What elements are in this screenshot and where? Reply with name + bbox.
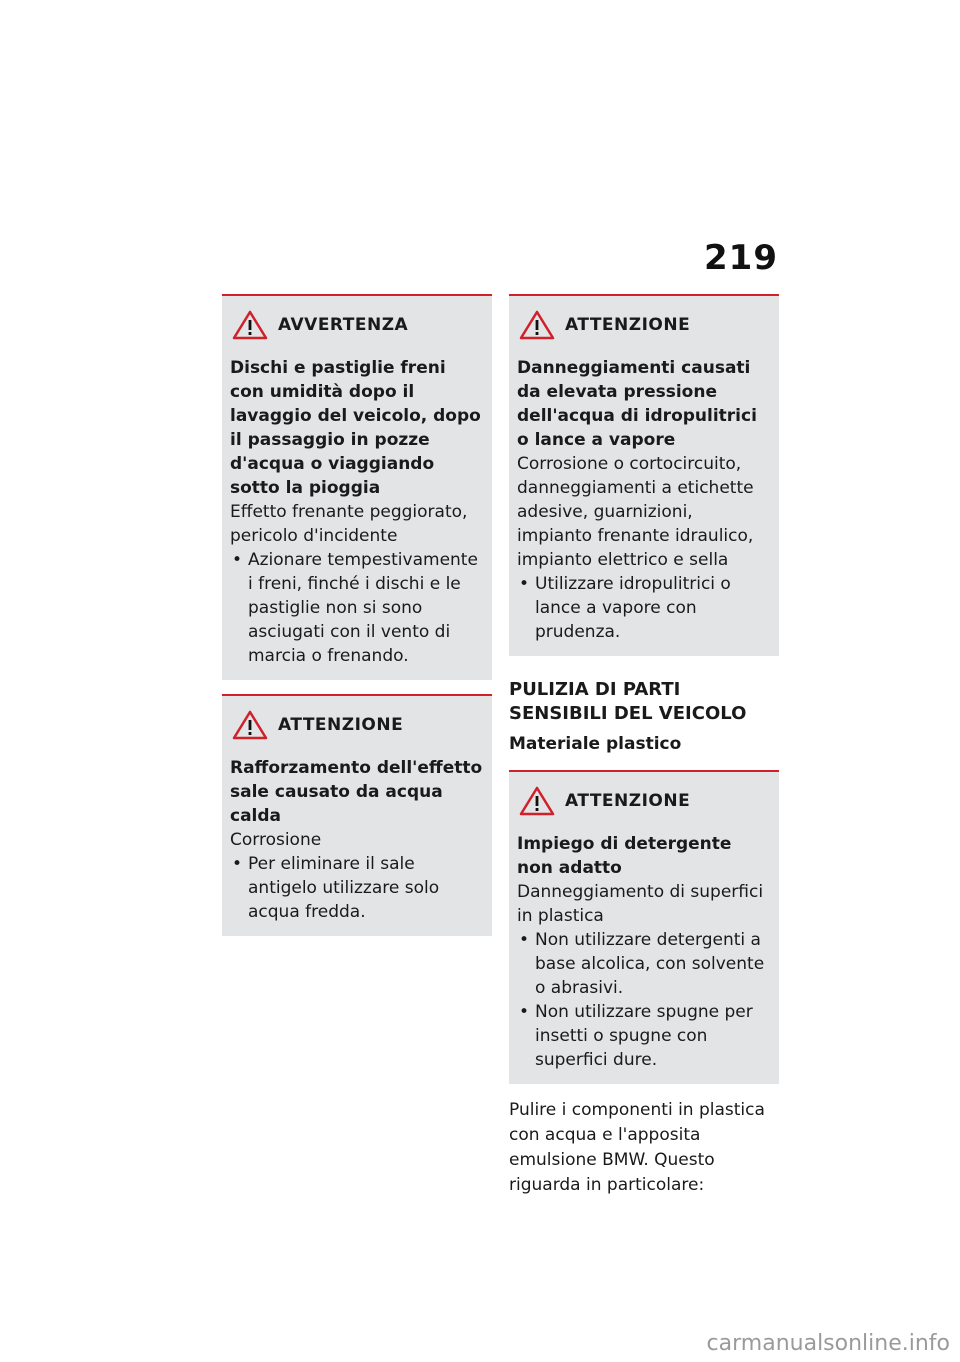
box-label: ATTENZIONE <box>278 715 404 735</box>
box-text: Effetto frenante peggiorato, pericolo d'incidente <box>230 502 468 546</box>
box-text: Corrosione o cortocircuito, danneggiamenti a etichette adesive, guarnizioni, impianto frenante idraulico, impianto elettrico e sella <box>517 454 754 570</box>
box-header <box>232 310 484 340</box>
bullet-list <box>230 852 484 924</box>
box-text: Corrosione <box>230 830 322 850</box>
bullet-list <box>517 572 771 644</box>
watermark[interactable]: carmanualsonline.info <box>706 1331 950 1356</box>
sub-heading: Materiale plastico <box>509 734 682 754</box>
box-title: Dischi e pastiglie freni con umidità dopo il lavaggio del veicolo, dopo il passaggio in pozze d'acqua o viaggiando sotto la pioggia <box>230 358 481 498</box>
bullet-list <box>230 548 484 668</box>
box-title: Danneggiamenti causati da elevata pressione dell'acqua di idropulitrici o lance a vapore <box>517 358 757 450</box>
box-label: ATTENZIONE <box>565 791 691 811</box>
warning-box-attenzione <box>222 694 492 936</box>
bullet-item: • Utilizzare idropulitrici o lance a vapore con prudenza. <box>517 572 771 644</box>
box-text: Danneggiamento di superfici in plastica <box>517 882 764 926</box>
box-label: ATTENZIONE <box>565 315 691 335</box>
warning-triangle-icon <box>519 310 555 340</box>
box-title: Rafforzamento dell'effetto sale causato da acqua calda <box>230 758 483 826</box>
bullet-list <box>517 928 771 1072</box>
warning-box-attenzione <box>509 294 779 656</box>
bullet-item: • Non utilizzare spugne per insetti o spugne con superfici dure. <box>517 1000 771 1072</box>
box-header <box>519 786 771 816</box>
box-header <box>232 710 484 740</box>
box-label: AVVERTENZA <box>278 315 409 335</box>
bullet-item: • Azionare tempestivamente i freni, finché i dischi e le pastiglie non si sono asciugati con il vento di marcia o frenando. <box>230 548 484 668</box>
box-title: Impiego di detergente non adatto <box>517 834 732 878</box>
page-number: 219 <box>704 238 778 278</box>
bullet-item: • Per eliminare il sale antigelo utilizzare solo acqua fredda. <box>230 852 484 924</box>
body-paragraph: Pulire i componenti in plastica con acqua e l'apposita emulsione BMW. Questo riguarda in particolare: <box>509 1100 765 1195</box>
warning-triangle-icon <box>232 310 268 340</box>
warning-triangle-icon <box>519 786 555 816</box>
bullet-item: • Non utilizzare detergenti a base alcolica, con solvente o abrasivi. <box>517 928 771 1000</box>
section-heading: PULIZIA DI PARTI SENSIBILI DEL VEICOLO <box>509 679 747 724</box>
warning-box-avvertenza <box>222 294 492 680</box>
left-column <box>222 294 492 950</box>
right-column <box>509 294 779 1198</box>
warning-box-attenzione <box>509 770 779 1084</box>
box-header <box>519 310 771 340</box>
warning-triangle-icon <box>232 710 268 740</box>
